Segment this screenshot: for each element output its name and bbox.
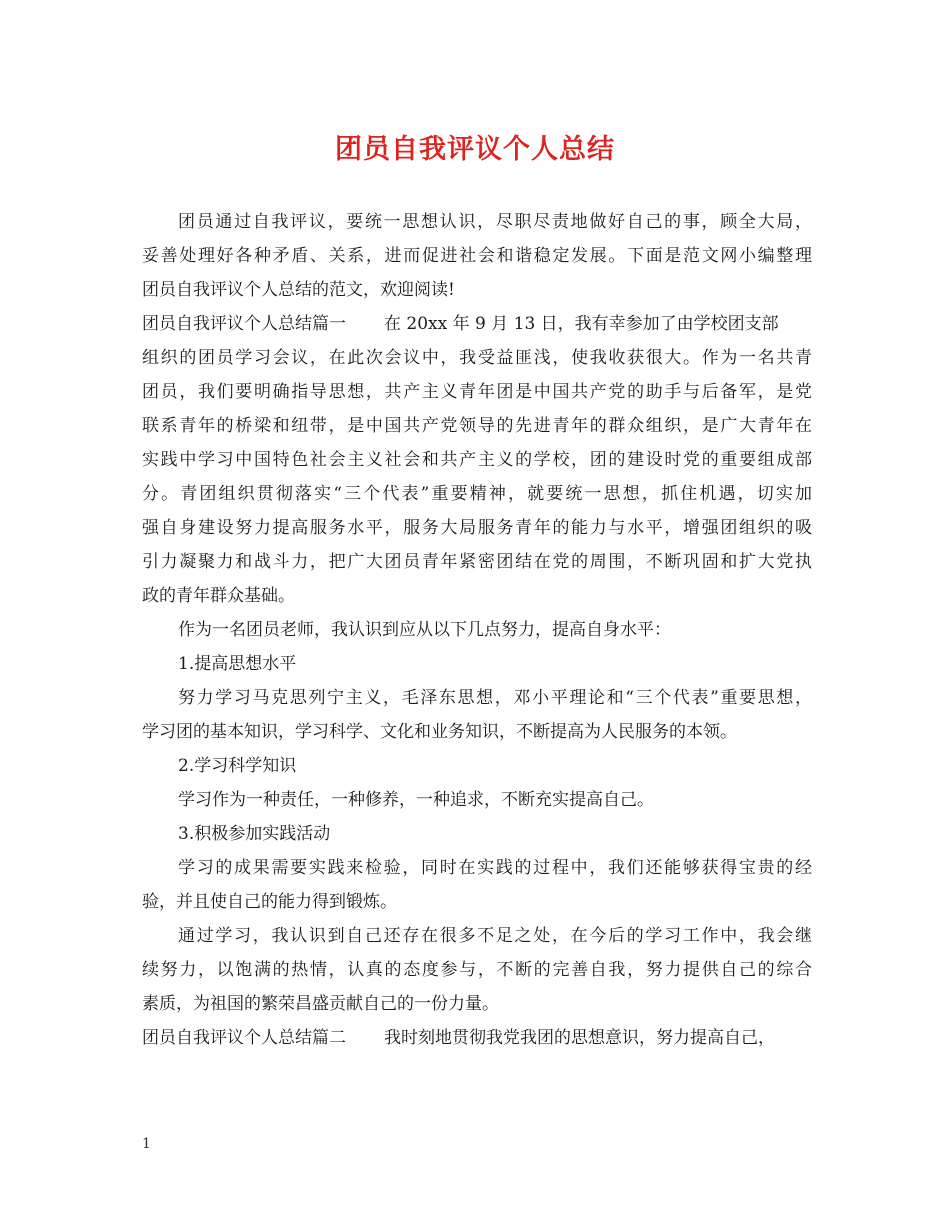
text-line: 团员，我们要明确指导思想，共产主义青年团是中国共产党的助手与后备军，是党 [142,382,812,402]
text-line: 学习作为一种责任，一种修养，一种追求，不断充实提高自己。 [178,790,654,810]
section-heading: 团员自我评议个人总结篇二 [142,1028,346,1048]
text-line: 组织的团员学习会议，在此次会议中，我受益匪浅，使我收获很大。作为一名共青 [142,348,812,368]
text-segment: 在 20xx 年 9 月 13 日，我有幸参加了由学校团支部 [384,314,779,334]
text-line: 分。青团组织贯彻落实“三个代表”重要精神，就要统一思想，抓住机遇，切实加 [142,484,812,504]
text-line: 团员自我评议个人总结的范文，欢迎阅读! [142,280,455,300]
document-title: 团员自我评议个人总结 [335,134,615,165]
text-line: 实践中学习中国特色社会主义社会和共产主义的学校，团的建设时党的重要组成部 [142,450,812,470]
list-heading: 2.学习科学知识 [178,756,297,776]
document-body [142,205,812,1055]
text-line: 素质，为祖国的繁荣昌盛贡献自己的一份力量。 [142,994,499,1014]
text-line: 努力学习马克思列宁主义，毛泽东思想，邓小平理论和“三个代表”重要思想， [178,688,812,708]
text-line: 引力凝聚力和战斗力，把广大团员青年紧密团结在党的周围，不断巩固和扩大党执 [142,552,812,572]
text-line: 妥善处理好各种矛盾、关系，进而促进社会和谐稳定发展。下面是范文网小编整理 [142,246,812,266]
text-line: 学习的成果需要实践来检验，同时在实践的过程中，我们还能够获得宝贵的经 [178,858,812,878]
list-heading: 1.提高思想水平 [178,654,297,674]
list-heading: 3.积极参加实践活动 [178,824,331,844]
text-line: 强自身建设努力提高服务水平，服务大局服务青年的能力与水平，增强团组织的吸 [142,518,812,538]
section-heading-line [142,1021,812,1055]
page-number: 1 [142,1136,151,1152]
text-line: 作为一名团员老师，我认识到应从以下几点努力，提高自身水平： [178,620,671,640]
text-line: 学习团的基本知识，学习科学、文化和业务知识，不断提高为人民服务的本领。 [142,722,737,742]
text-line: 通过学习，我认识到自己还存在很多不足之处，在今后的学习工作中，我会继 [178,926,812,946]
text-line: 验，并且使自己的能力得到锻炼。 [142,892,397,912]
text-line: 续努力，以饱满的热情，认真的态度参与，不断的完善自我，努力提供自己的综合 [142,960,812,980]
text-line: 政的青年群众基础。 [142,586,295,606]
text-line: 团员通过自我评议，要统一思想认识，尽职尽责地做好自己的事，顾全大局， [178,212,812,232]
text-segment: 我时刻地贯彻我党我团的思想意识，努力提高自己， [384,1028,775,1048]
section-heading: 团员自我评议个人总结篇一 [142,314,346,334]
text-line: 联系青年的桥梁和纽带，是中国共产党领导的先进青年的群众组织，是广大青年在 [142,416,812,436]
section-heading-line [142,307,812,341]
